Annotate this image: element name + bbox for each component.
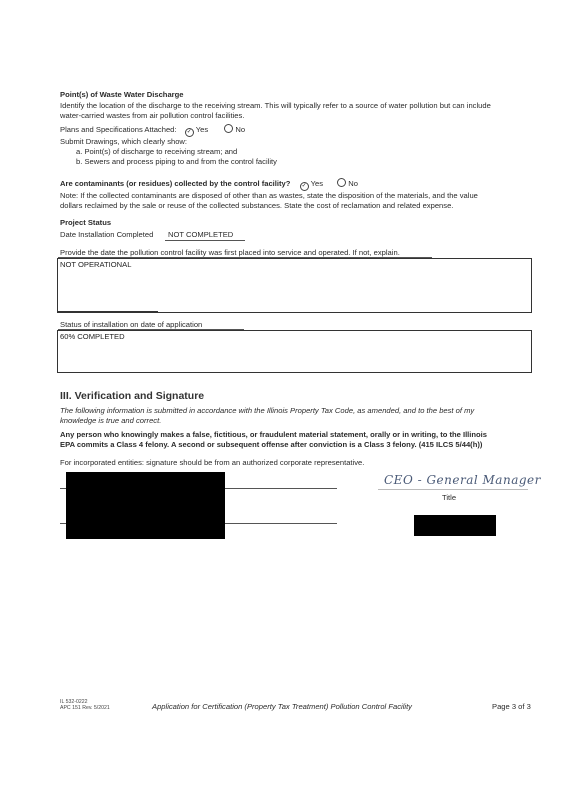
service-explanation-box[interactable] [57,258,532,313]
service-box-bottom-rule [57,311,158,312]
contaminants-yes-label: Yes [310,179,324,188]
contaminants-note-line2: dollars reclaimed by the sale or reuse of the collected substances. State the cost of reclamation and related expense. [60,201,454,210]
redacted-date-block [414,515,496,536]
installation-status-label: Status of installation on date of application [60,320,203,329]
plans-attached-row [60,124,245,137]
contaminants-note-line1: Note: If the collected contaminants are disposed of other than as wastes, state the disposition of the materials, and the value [60,191,478,200]
submit-drawings-item-a: a. Point(s) of discharge to receiving stream; and [76,147,238,156]
verification-intro-line2: knowledge is true and correct. [60,416,162,425]
contaminants-row [60,178,358,191]
title-label: Title [442,493,457,502]
submit-drawings-item-b: b. Sewers and process piping to and from the control facility [76,157,277,166]
contaminants-yes-radio[interactable]: ✓ [301,183,307,189]
title-line [378,489,528,490]
date-installation-underline [165,240,245,241]
plans-attached-label: Plans and Specifications Attached: [60,125,177,134]
plans-no-radio[interactable] [224,124,233,133]
plans-yes-radio[interactable]: ✓ [186,129,192,135]
project-status-heading: Project Status [60,218,112,227]
handwritten-title: CEO - General Manager [384,473,541,487]
plans-no-label: No [235,125,246,134]
contaminants-no-radio[interactable] [337,178,346,187]
service-date-prompt: Provide the date the pollution control facility was first placed into service and operated. If not, explain. [60,248,400,257]
discharge-description-line1: Identify the location of the discharge to the receiving stream. This will typically refer to a source of water pollution but can include [60,101,491,110]
verification-intro-line1: The following information is submitted in accordance with the Illinois Property Tax Code, as amended, and to the best of my [60,406,475,415]
form-revision: APC 151 Rev. 5/2021 [60,705,110,711]
submit-drawings-label: Submit Drawings, which clearly show: [60,137,188,146]
footer-document-title: Application for Certification (Property Tax Treatment) Pollution Control Facility [152,702,412,711]
incorporated-entities-note: For incorporated entities: signature should be from an authorized corporate representative. [60,458,365,467]
felony-warning-line1: Any person who knowingly makes a false, fictitious, or fraudulent material statement, orally or in writing, to the Illinois [60,430,488,439]
plans-yes-label: Yes [195,125,209,134]
service-explanation-value: NOT OPERATIONAL [60,260,132,269]
date-installation-label: Date Installation Completed [60,230,154,239]
verification-heading: III. Verification and Signature [60,390,205,402]
felony-warning-line2: EPA commits a Class 4 felony. A second or subsequent offense after conviction is a Class 3 felony. (415 ILCS 5/44(h)) [60,440,483,449]
contaminants-no-label: No [348,179,359,188]
date-installation-value[interactable]: NOT COMPLETED [168,230,234,239]
contaminants-question: Are contaminants (or residues) collected by the control facility? [60,179,291,188]
installation-status-box[interactable] [57,330,532,373]
redacted-signature-block [66,472,225,539]
page-number: Page 3 of 3 [492,702,531,711]
form-code: IL 532-0222 [60,699,88,705]
discharge-heading: Point(s) of Waste Water Discharge [60,90,184,99]
installation-status-value: 60% COMPLETED [60,332,125,341]
discharge-description-line2: water-carried wastes from air pollution control facilities. [60,111,245,120]
